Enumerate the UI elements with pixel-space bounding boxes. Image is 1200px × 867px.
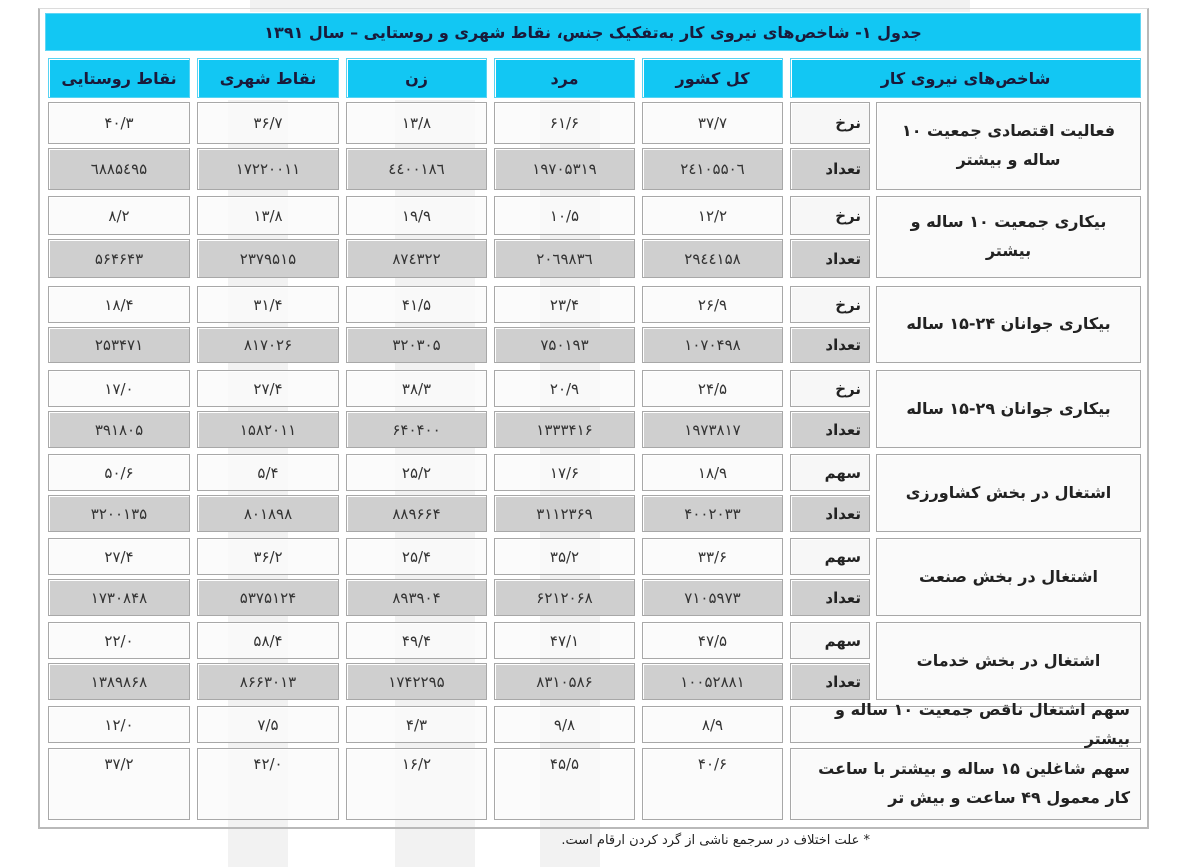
value-total: ۱۹۷۳۸۱۷ — [642, 411, 783, 448]
value-women: ۱۶/۲ — [346, 748, 487, 820]
indicator-cell: سهم اشتغال ناقص جمعیت ۱۰ ساله و بیشتر — [790, 706, 1141, 743]
row-label: نرخ — [790, 196, 870, 235]
value-urban: ۲۳۷۹۵۱۵ — [197, 239, 339, 278]
value-total: ۲۴/۵ — [642, 370, 783, 407]
value-men: ۹/۸ — [494, 706, 635, 743]
row-label: تعداد — [790, 327, 870, 363]
indicator-cell: بیکاری جمعیت ۱۰ ساله و بیشتر — [876, 196, 1141, 278]
value-women: ۴/۳ — [346, 706, 487, 743]
value-rural: ۱۷/۰ — [48, 370, 190, 407]
value-women: ۲۵/۴ — [346, 538, 487, 575]
value-women: ۳۲۰۳۰۵ — [346, 327, 487, 363]
row-label: تعداد — [790, 579, 870, 616]
value-men: ۱۰/۵ — [494, 196, 635, 235]
row-label: سهم — [790, 622, 870, 659]
value-total: ۴۰/۶ — [642, 748, 783, 820]
header-rural: نقاط روستایی — [48, 58, 190, 98]
value-total: ۴۰۰۲۰۳۳ — [642, 495, 783, 532]
value-total: ۱۲/۲ — [642, 196, 783, 235]
value-urban: ۸۱۷۰۲۶ — [197, 327, 339, 363]
indicator-cell: فعالیت اقتصادی جمعیت ۱۰ ساله و بیشتر — [876, 102, 1141, 190]
value-men: ۳۵/۲ — [494, 538, 635, 575]
header-total: کل کشور — [642, 58, 783, 98]
row-label: سهم — [790, 538, 870, 575]
value-rural: ۲۲/۰ — [48, 622, 190, 659]
row-label: نرخ — [790, 102, 870, 144]
value-urban: ۸۰۱۸۹۸ — [197, 495, 339, 532]
value-urban: ۸۶۶۳۰۱۳ — [197, 663, 339, 700]
value-urban: ۲۷/۴ — [197, 370, 339, 407]
value-urban: ۷/۵ — [197, 706, 339, 743]
table-title: جدول ۱- شاخص‌های نیروی کار به‌تفکیک جنس، نقاط شهری و روستایی – سال ۱۳۹۱ — [45, 13, 1141, 51]
header-women: زن — [346, 58, 487, 98]
value-men: ۷۵۰۱۹۳ — [494, 327, 635, 363]
value-urban: ۵۸/۴ — [197, 622, 339, 659]
value-men: ۶۲۱۲۰۶۸ — [494, 579, 635, 616]
value-total: ۷۱۰۵۹۷۳ — [642, 579, 783, 616]
value-urban: ۵۳۷۵۱۲۴ — [197, 579, 339, 616]
value-women: ۴۱/۵ — [346, 286, 487, 323]
indicator-cell: اشتغال در بخش صنعت — [876, 538, 1141, 616]
value-women: ۱۹/۹ — [346, 196, 487, 235]
value-men: ۱۹۷۰۵۳۱۹ — [494, 148, 635, 190]
row-label: تعداد — [790, 663, 870, 700]
value-total: ۱۰۷۰۴۹۸ — [642, 327, 783, 363]
value-men: ۱۳۳۳۴۱۶ — [494, 411, 635, 448]
value-women: ۸۹۳۹۰۴ — [346, 579, 487, 616]
value-rural: ۴۰/۳ — [48, 102, 190, 144]
header-indicator: شاخص‌های نیروی کار — [790, 58, 1141, 98]
value-women: ۴۹/۴ — [346, 622, 487, 659]
footnote: * علت اختلاف در سرجمع ناشی از گرد کردن ارقام است. — [561, 833, 870, 848]
value-men: ۲۰/۹ — [494, 370, 635, 407]
indicator-cell: بیکاری جوانان ۲۴-۱۵ ساله — [876, 286, 1141, 363]
value-rural: ۱۳۸۹۸۶۸ — [48, 663, 190, 700]
value-urban: ۴۲/۰ — [197, 748, 339, 820]
value-total: ۸/۹ — [642, 706, 783, 743]
value-rural: ۱۲/۰ — [48, 706, 190, 743]
value-men: ۸۳۱۰۵۸۶ — [494, 663, 635, 700]
indicator-cell: اشتغال در بخش خدمات — [876, 622, 1141, 700]
row-label: تعداد — [790, 495, 870, 532]
value-urban: ۱۷۲۲۰۰۱۱ — [197, 148, 339, 190]
value-rural: ۳۲۰۰۱۳۵ — [48, 495, 190, 532]
value-men: ۲۳/۴ — [494, 286, 635, 323]
value-rural: ۳۹۱۸۰۵ — [48, 411, 190, 448]
value-women: ۸۸۹۶۶۴ — [346, 495, 487, 532]
value-women: ۶۴۰۴۰۰ — [346, 411, 487, 448]
value-total: ۲٤۱۰۵۵۰٦ — [642, 148, 783, 190]
value-urban: ۱۵۸۲۰۱۱ — [197, 411, 339, 448]
indicator-cell: اشتغال در بخش کشاورزی — [876, 454, 1141, 532]
value-urban: ۵/۴ — [197, 454, 339, 491]
value-urban: ۳۶/۷ — [197, 102, 339, 144]
value-men: ۴۷/۱ — [494, 622, 635, 659]
header-urban: نقاط شهری — [197, 58, 339, 98]
value-total: ۱۸/۹ — [642, 454, 783, 491]
header-men: مرد — [494, 58, 635, 98]
value-women: ۱۳/۸ — [346, 102, 487, 144]
value-rural: ۳۷/۲ — [48, 748, 190, 820]
value-total: ۴۷/۵ — [642, 622, 783, 659]
value-total: ۳۷/۷ — [642, 102, 783, 144]
value-rural: ٦۸۸۵٤۹۵ — [48, 148, 190, 190]
value-women: ۱۷۴۲۲۹۵ — [346, 663, 487, 700]
value-men: ۴۵/۵ — [494, 748, 635, 820]
row-label: تعداد — [790, 148, 870, 190]
value-rural: ۵۰/۶ — [48, 454, 190, 491]
value-urban: ۳۶/۲ — [197, 538, 339, 575]
value-total: ۳۳/۶ — [642, 538, 783, 575]
value-men: ۲۰٦۹۸۳٦ — [494, 239, 635, 278]
value-women: ٤٤۰۰۱۸٦ — [346, 148, 487, 190]
indicator-cell: بیکاری جوانان ۲۹-۱۵ ساله — [876, 370, 1141, 448]
value-total: ۲۹٤٤۱۵۸ — [642, 239, 783, 278]
indicator-cell: سهم شاغلین ۱۵ ساله و بیشتر با ساعت کار معمول ۴۹ ساعت و بیش تر — [790, 748, 1141, 820]
value-rural: ۲۷/۴ — [48, 538, 190, 575]
value-total: ۱۰۰۵۲۸۸۱ — [642, 663, 783, 700]
row-label: تعداد — [790, 411, 870, 448]
row-label: نرخ — [790, 370, 870, 407]
value-women: ۸۷٤۳۲۲ — [346, 239, 487, 278]
row-label: نرخ — [790, 286, 870, 323]
value-rural: ۱۸/۴ — [48, 286, 190, 323]
value-urban: ۳۱/۴ — [197, 286, 339, 323]
value-rural: ۸/۲ — [48, 196, 190, 235]
value-rural: ۱۷۳۰۸۴۸ — [48, 579, 190, 616]
row-label: سهم — [790, 454, 870, 491]
value-women: ۲۵/۲ — [346, 454, 487, 491]
value-men: ۳۱۱۲۳۶۹ — [494, 495, 635, 532]
value-total: ۲۶/۹ — [642, 286, 783, 323]
value-men: ۱۷/۶ — [494, 454, 635, 491]
value-rural: ۵۶۴۶۴۳ — [48, 239, 190, 278]
value-urban: ۱۳/۸ — [197, 196, 339, 235]
value-women: ۳۸/۳ — [346, 370, 487, 407]
value-rural: ۲۵۳۴۷۱ — [48, 327, 190, 363]
value-men: ۶۱/۶ — [494, 102, 635, 144]
row-label: تعداد — [790, 239, 870, 278]
